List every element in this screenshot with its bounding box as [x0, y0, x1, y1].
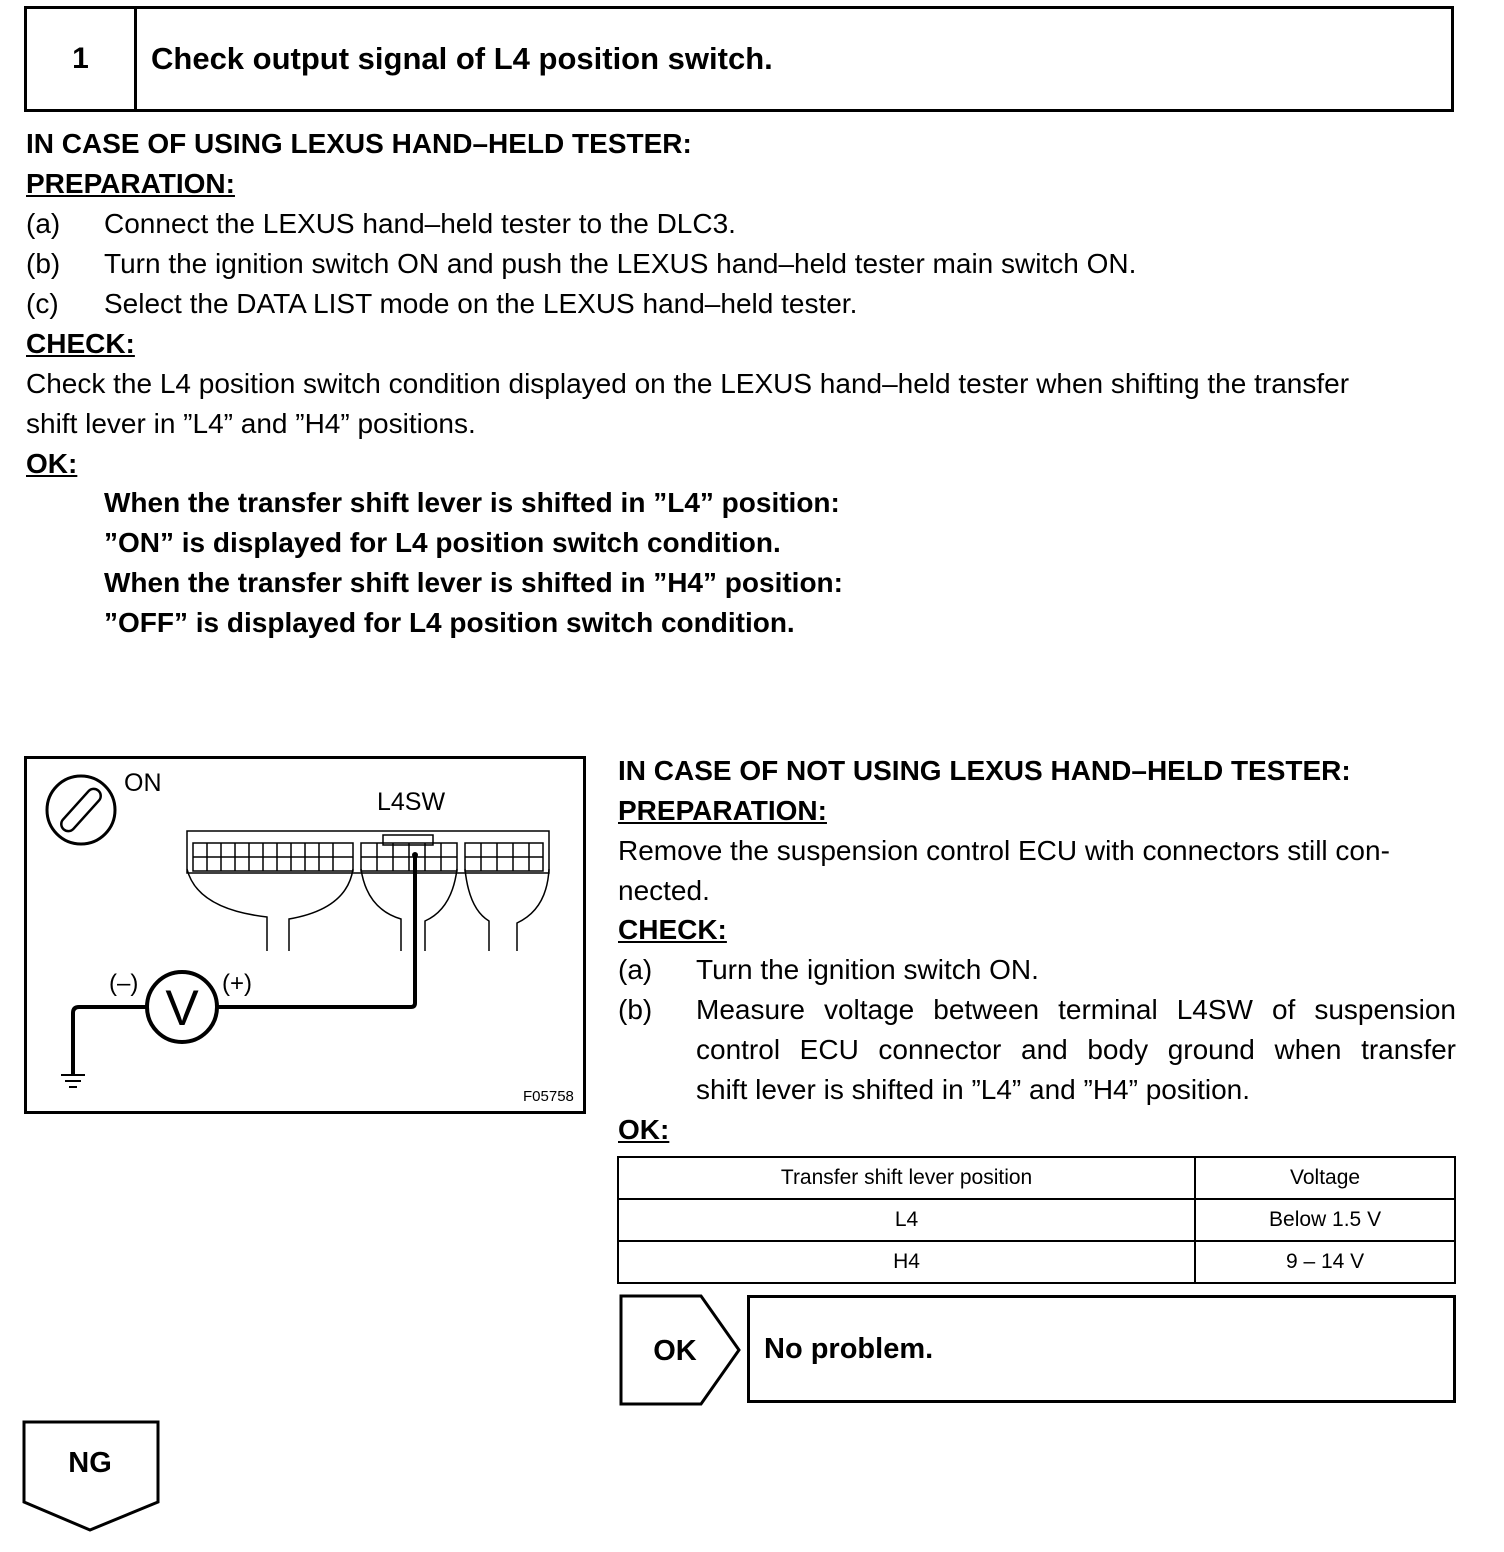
tester-heading: IN CASE OF USING LEXUS HAND–HELD TESTER: [26, 128, 692, 159]
ng-arrow-tag [22, 1420, 162, 1532]
no-tester-preparation-label: PREPARATION: [618, 795, 827, 826]
tester-ok-line-1: When the transfer shift lever is shifted in ”L4” position: [104, 487, 840, 518]
ng-tag-label: NG [68, 1447, 112, 1479]
wiring-diagram-figure [27, 759, 583, 1111]
voltmeter-icon [147, 972, 217, 1042]
tester-ok-line-2: ”ON” is displayed for L4 position switch condition. [104, 527, 781, 558]
table-cell: Below 1.5 V [1195, 1199, 1455, 1241]
tester-ok-line-4: ”OFF” is displayed for L4 position switch condition. [104, 607, 795, 638]
ok-result-text: No problem. [764, 1332, 934, 1365]
ignition-switch-icon [47, 776, 115, 844]
l4sw-terminal-point [412, 852, 418, 858]
no-tester-check-label: CHECK: [618, 914, 727, 945]
table-row [618, 1199, 1455, 1241]
table-header-cell: Transfer shift lever position [618, 1157, 1195, 1199]
tester-check-line-1: Check the L4 position switch condition displayed on the LEXUS hand–held tester when shifting the transfer [26, 368, 1350, 399]
no-tester-prep-line-2: nected. [618, 875, 710, 906]
step-number: 1 [27, 9, 137, 109]
check-item-a-text: Turn the ignition switch ON. [696, 954, 1039, 985]
no-tester-prep-line-1: Remove the suspension control ECU with connectors still con- [618, 835, 1390, 866]
tester-preparation-label: PREPARATION: [26, 168, 235, 199]
ground-symbol-icon [61, 1075, 85, 1087]
negative-lead-label: (–) [109, 970, 139, 997]
ok-tag-label: OK [653, 1335, 697, 1367]
prep-item-c-text: Select the DATA LIST mode on the LEXUS hand–held tester. [104, 288, 858, 319]
prep-item-a-text: Connect the LEXUS hand–held tester to the DLC3. [104, 208, 736, 239]
table-cell: L4 [618, 1199, 1195, 1241]
voltmeter-symbol: V [165, 980, 199, 1036]
table-header-cell: Voltage [1195, 1157, 1455, 1199]
no-tester-heading: IN CASE OF NOT USING LEXUS HAND–HELD TESTER: [618, 755, 1351, 786]
table-row [618, 1241, 1455, 1283]
tester-check-label: CHECK: [26, 328, 135, 359]
check-item-b-line-1: Measure voltage between terminal L4SW of suspension [696, 994, 1456, 1025]
prep-item-a-label: (a) [26, 208, 61, 239]
table-header-row [618, 1157, 1455, 1199]
wiring-diagram [24, 756, 586, 1114]
prep-item-b-text: Turn the ignition switch ON and push the LEXUS hand–held tester main switch ON. [104, 248, 1137, 279]
tester-check-line-2: shift lever in ”L4” and ”H4” positions. [26, 408, 476, 439]
tester-ok-label: OK: [26, 448, 78, 479]
negative-probe-wire [73, 1007, 147, 1075]
check-item-b-label: (b) [618, 994, 653, 1025]
step-header [24, 6, 1454, 112]
prep-item-b [26, 244, 1136, 284]
no-tester-ok-label: OK: [618, 1114, 670, 1145]
check-item-b-line-3: shift lever is shifted in ”L4” and ”H4” position. [696, 1074, 1251, 1105]
figure-code: F05758 [523, 1088, 574, 1105]
prep-item-c [26, 284, 857, 324]
prep-item-a [26, 204, 736, 244]
ok-arrow-tag [619, 1294, 743, 1406]
ecu-connector-block [187, 831, 549, 951]
table-cell: 9 – 14 V [1195, 1241, 1455, 1283]
check-item-a-label: (a) [618, 954, 653, 985]
tester-ok-line-3: When the transfer shift lever is shifted in ”H4” position: [104, 567, 843, 598]
table-cell: H4 [618, 1241, 1195, 1283]
positive-lead-label: (+) [222, 970, 252, 997]
step-title: Check output signal of L4 position switch. [151, 41, 773, 76]
prep-item-c-label: (c) [26, 288, 59, 319]
l4sw-terminal-label: L4SW [377, 788, 446, 816]
ignition-on-label: ON [124, 769, 162, 797]
voltage-spec-table [617, 1156, 1456, 1284]
check-item-b-line-2: control ECU connector and body ground when transfer [696, 1034, 1456, 1065]
ok-result-box [747, 1295, 1456, 1403]
prep-item-b-label: (b) [26, 248, 61, 279]
